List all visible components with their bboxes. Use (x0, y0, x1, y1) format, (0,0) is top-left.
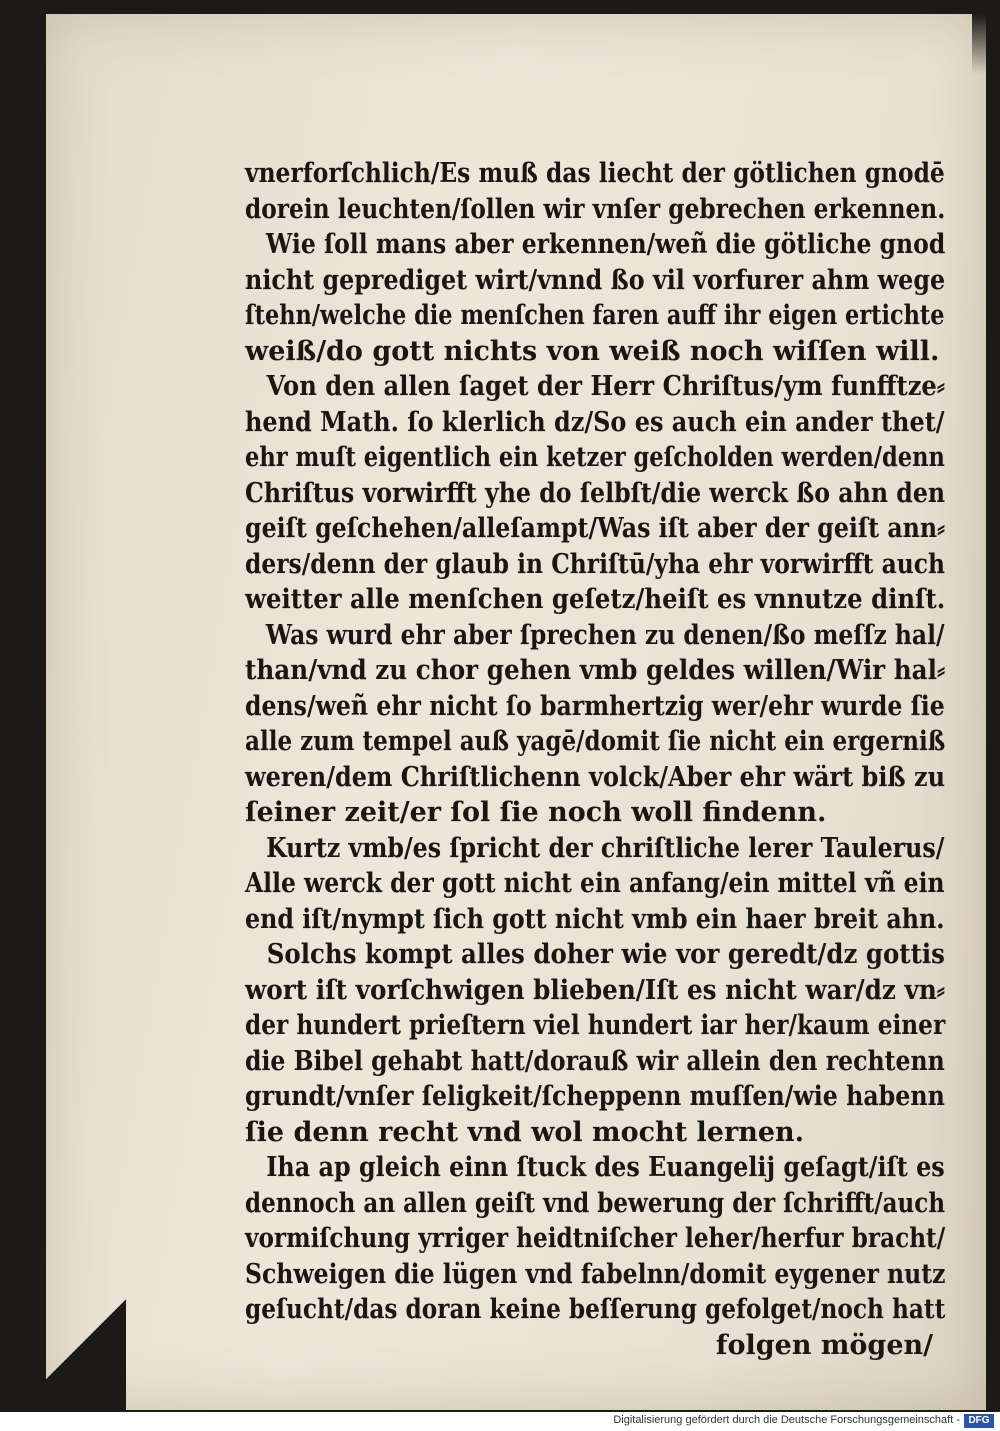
text-line: ſie denn recht vnd wol mocht lernen. (245, 1116, 805, 1148)
text-line: wort iſt vorſchwigen blieben/Iſt es nicht war/dz vn⸗ (245, 974, 946, 1006)
text-line: vormiſchung yrriger heidtniſcher leher/herfur bracht/ (245, 1223, 946, 1254)
text-line: geiſt geſchehen/alleſampt/Was iſt aber der geiſt ann⸗ (245, 513, 946, 544)
text-line: hend Math. ſo klerlich dz/So es auch ein ander thet/ (245, 406, 945, 438)
text-line: Schweigen die lügen vnd fabelnn/domit eygener nutz (245, 1258, 946, 1290)
text-line: weren/dem Chriſtlichenn volck/Aber ehr wärt biß zu (245, 761, 946, 793)
text-line: ders/denn der glaub in Chriſtū/yha ehr vorwirfft auch (245, 548, 945, 580)
text-line: vnerforſchlich/Es muß das liecht der götlichen gnodē (245, 158, 945, 189)
paragraph-start-line: Von den allen ſaget der Herr Chriſtus/ym funfftze⸗ (266, 371, 945, 402)
text-line: alle zum tempel auß yagē/domit ſie nicht ein ergerniß (245, 726, 946, 757)
text-line: than/vnd zu chor gehen vmb geldes willen/Wir hal⸗ (245, 655, 946, 686)
footer-credit: Digitalisierung gefördert durch die Deutsche Forschungsgemeinschaft - (613, 1414, 960, 1426)
text-line: dens/weñ ehr nicht ſo barmhertzig wer/ehr wurde ſie (245, 690, 945, 722)
text-line: ſeiner zeit/er ſol ſie noch woll findenn. (245, 797, 827, 828)
text-line: Alle werck der gott nicht ein anfang/ein mittel vñ ein (245, 868, 945, 899)
text-line: grundt/vnſer ſeligkeit/ſcheppenn muſſen/wie habenn (245, 1081, 945, 1112)
text-line: geſucht/das doran keine beſſerung gefolget/noch hatt (245, 1294, 946, 1325)
text-line: weitter alle menſchen geſetz/heiſt es vnnutze dinſt. (245, 584, 946, 615)
text-line: der hundert prieſtern viel hundert iar her/kaum einer (245, 1010, 946, 1041)
text-line: end iſt/nympt ſich gott nicht vmb ein haer breit ahn. (245, 903, 945, 935)
paragraph-start-line: Was wurd ehr aber ſprechen zu denen/ßo meſſz hal/ (265, 619, 945, 651)
page-edge-shadow (972, 14, 986, 74)
page-corner-damage (46, 1264, 126, 1414)
text-line: ehr muſt eigentlich ein ketzer geſcholden werden/denn (245, 442, 945, 473)
text-line: ſtehn/welche die menſchen faren auff ihr eigen ertichte (245, 300, 945, 331)
digitization-footer (0, 1412, 1000, 1431)
blackletter-text-block (245, 156, 945, 1363)
paragraph-start-line: Wie ſoll mans aber erkennen/weñ die götliche gnod (265, 229, 946, 260)
dfg-logo: DFG (964, 1414, 994, 1428)
text-line: nicht geprediget wirt/vnnd ßo vil vorfurer ahm wege (245, 264, 946, 296)
paragraph-start-line: Solchs kompt alles doher wie vor geredt/dz gottis (266, 939, 945, 970)
text-line: dennoch an allen geiſt vnd bewerung der ſchrifft/auch (245, 1187, 946, 1219)
paragraph-start-line: Kurtz vmb/es ſpricht der chriſtliche lerer Taulerus/ (266, 832, 945, 864)
text-line: dorein leuchten/ſollen wir vnſer gebrechen erkennen. (245, 193, 946, 225)
paragraph-start-line: Iha ap gleich einn ſtuck des Euangelij geſagt/iſt es (266, 1152, 945, 1183)
text-line: Chriſtus vorwirfft yhe do ſelbſt/die werck ßo ahn den (245, 477, 946, 509)
text-line: weiß/do gott nichts von weiß noch wiſſen will. (245, 335, 940, 367)
catchword-line: folgen mögen/ (715, 1329, 933, 1361)
text-line: die Bibel gehabt hatt/dorauß wir allein den rechtenn (245, 1045, 945, 1077)
